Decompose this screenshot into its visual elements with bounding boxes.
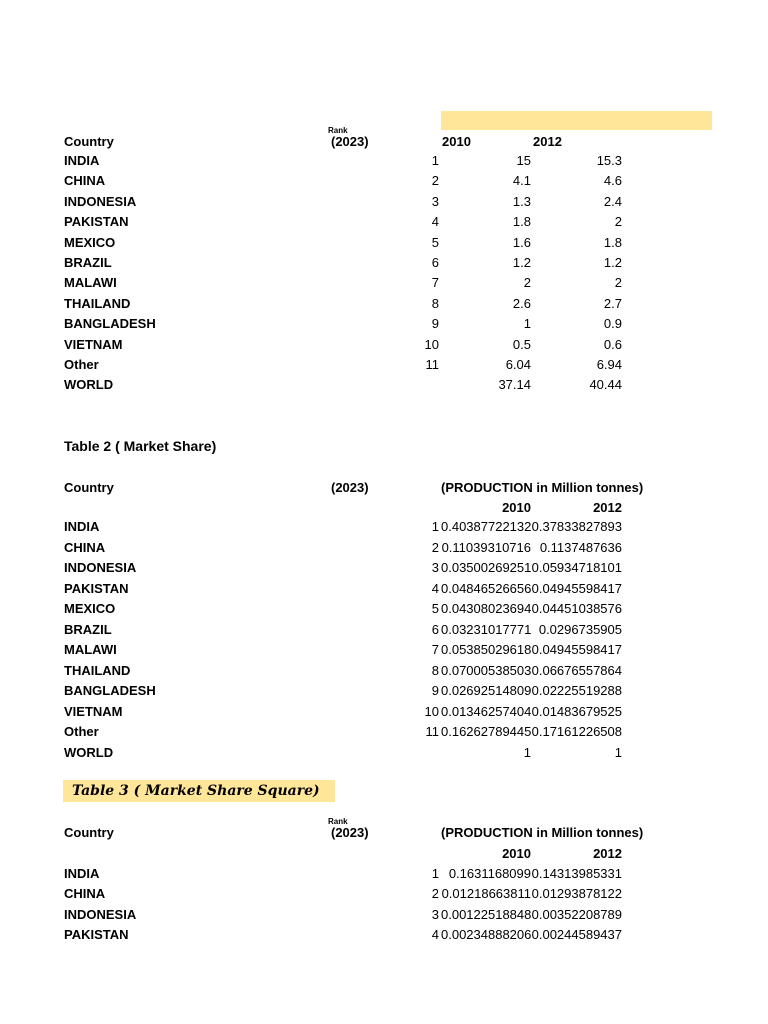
rank-cell: 7 xyxy=(431,275,439,291)
value-2010-cell: 6.04 xyxy=(505,357,531,372)
value-2012-cell: 40.44 xyxy=(589,377,622,393)
rank-cell: 9 xyxy=(431,316,439,332)
value-2012-cell: 0.06676557864 xyxy=(531,662,622,678)
value-2012-cell: 0.04945598417 xyxy=(531,580,622,596)
value-2010-cell: 1.2 xyxy=(512,255,531,270)
value-2010-cell: 0.40387722132 xyxy=(441,519,532,534)
rank-cell: 1 xyxy=(431,519,439,534)
rank-header: (2023) xyxy=(331,134,369,149)
country-cell: MEXICO xyxy=(64,234,116,250)
value-2010-cell: 0.02692514809 xyxy=(441,683,532,698)
country-cell: VIETNAM xyxy=(64,703,123,719)
value-2010-cell: 4.1 xyxy=(512,173,531,189)
value-2010-cell: 0.03231017771 xyxy=(441,621,532,637)
value-2010-cell: 0.16262789445 xyxy=(441,724,532,739)
rank-cell: 10 xyxy=(424,336,439,352)
value-2012-cell: 15.3 xyxy=(596,153,622,168)
year-2012-header: 2012 xyxy=(593,846,622,861)
value-2012-cell: 0.37833827893 xyxy=(531,519,622,534)
year-2010-header: 2010 xyxy=(502,846,531,861)
rank-cell: 4 xyxy=(431,214,439,230)
value-2012-cell: 0.9 xyxy=(603,316,622,332)
country-cell: Other xyxy=(64,357,99,372)
value-2010-cell: 1 xyxy=(523,316,531,332)
country-cell: WORLD xyxy=(64,377,114,393)
rank-cell: 2 xyxy=(431,539,439,555)
value-2010-cell: 1.3 xyxy=(512,193,531,209)
rank-cell: 5 xyxy=(431,601,439,616)
value-2010-cell: 0.00234888206 xyxy=(441,927,532,943)
country-cell: THAILAND xyxy=(64,662,131,678)
rank-cell: 9 xyxy=(431,683,439,698)
country-cell: INDIA xyxy=(64,153,100,168)
country-cell: MALAWI xyxy=(64,275,117,291)
rank-cell: 3 xyxy=(431,560,439,575)
production-header: (PRODUCTION in Million tonnes) xyxy=(441,480,644,495)
value-2010-cell: 1.6 xyxy=(512,234,531,250)
value-2010-cell: 0.1631168099 xyxy=(448,866,531,881)
rank-cell: 11 xyxy=(425,357,439,372)
value-2010-cell: 2 xyxy=(523,275,531,291)
value-2012-cell: 2 xyxy=(614,275,622,291)
value-2012-cell: 2.7 xyxy=(603,295,622,311)
country-cell: WORLD xyxy=(64,744,114,760)
value-2010-cell: 0.05385029618 xyxy=(441,642,532,657)
value-2012-cell: 0.04451038576 xyxy=(531,601,622,616)
value-2012-cell: 2.4 xyxy=(603,193,622,209)
rank-cell: 2 xyxy=(431,886,439,902)
rank-header: (2023) xyxy=(331,480,369,495)
value-2010-cell: 0.07000538503 xyxy=(441,662,532,678)
country-cell: INDIA xyxy=(64,519,100,534)
year-2012-header: 2012 xyxy=(593,500,622,515)
value-2012-cell: 0.04945598417 xyxy=(531,642,622,657)
country-cell: MEXICO xyxy=(64,601,116,616)
value-2010-cell: 0.03500269251 xyxy=(441,560,532,575)
rank-header: (2023) xyxy=(331,825,369,840)
rank-cell: 4 xyxy=(431,927,439,943)
year-2010-header: 2010 xyxy=(442,134,471,149)
rank-cell: 5 xyxy=(431,234,439,250)
rank-cell: 8 xyxy=(431,662,439,678)
value-2012-cell: 1.2 xyxy=(603,255,622,270)
country-cell: BANGLADESH xyxy=(64,683,156,698)
country-cell: CHINA xyxy=(64,539,106,555)
country-header: Country xyxy=(64,134,114,149)
rank-cell: 8 xyxy=(431,295,439,311)
value-2010-cell: 2.6 xyxy=(512,295,531,311)
year-2010-header: 2010 xyxy=(502,500,531,515)
country-cell: PAKISTAN xyxy=(64,214,129,230)
rank-cell: 10 xyxy=(424,703,439,719)
country-cell: INDONESIA xyxy=(64,906,137,922)
value-2010-cell: 15 xyxy=(516,153,531,168)
rank-cell: 1 xyxy=(431,153,439,168)
value-2012-cell: 2 xyxy=(614,214,622,230)
value-2012-cell: 0.00352208789 xyxy=(531,906,622,922)
country-cell: BRAZIL xyxy=(64,255,112,270)
country-cell: VIETNAM xyxy=(64,336,123,352)
country-cell: THAILAND xyxy=(64,295,131,311)
rank-cell: 2 xyxy=(431,173,439,189)
rank-cell: 4 xyxy=(431,580,439,596)
value-2012-cell: 0.01293878122 xyxy=(531,886,622,902)
value-2010-cell: 0.01218663811 xyxy=(441,886,531,902)
rank-label-cutoff: Rank xyxy=(328,817,348,826)
value-2010-cell: 0.04308023694 xyxy=(441,601,532,616)
value-2010-cell: 0.5 xyxy=(512,336,531,352)
rank-label-cutoff: Rank xyxy=(328,126,348,135)
value-2012-cell: 0.1137487636 xyxy=(539,539,622,555)
year-2012-header: 2012 xyxy=(533,134,562,149)
value-2012-cell: 0.17161226508 xyxy=(531,724,622,739)
country-header: Country xyxy=(64,825,114,840)
value-2012-cell: 0.00244589437 xyxy=(531,927,622,943)
country-header: Country xyxy=(64,480,114,495)
table2-title: Table 2 ( Market Share) xyxy=(64,438,217,454)
value-2010-cell: 37.14 xyxy=(498,377,531,393)
country-cell: CHINA xyxy=(64,886,106,902)
value-2012-cell: 4.6 xyxy=(603,173,622,189)
rank-cell: 1 xyxy=(431,866,439,881)
value-2010-cell: 1.8 xyxy=(512,214,531,230)
header-highlight-band xyxy=(441,111,712,130)
value-2010-cell: 0.11039310716 xyxy=(441,539,531,555)
country-cell: INDONESIA xyxy=(64,560,137,575)
value-2012-cell: 1 xyxy=(614,744,622,760)
rank-cell: 11 xyxy=(425,724,439,739)
country-cell: CHINA xyxy=(64,173,106,189)
production-header: (PRODUCTION in Million tonnes) xyxy=(441,825,644,840)
rank-cell: 6 xyxy=(431,621,439,637)
value-2010-cell: 1 xyxy=(523,744,531,760)
country-cell: BRAZIL xyxy=(64,621,112,637)
country-cell: PAKISTAN xyxy=(64,927,129,943)
value-2012-cell: 0.14313985331 xyxy=(531,866,622,881)
value-2010-cell: 0.04846526656 xyxy=(441,580,532,596)
value-2012-cell: 0.0296735905 xyxy=(538,621,622,637)
country-cell: Other xyxy=(64,724,99,739)
value-2012-cell: 0.6 xyxy=(603,336,622,352)
rank-cell: 3 xyxy=(431,906,439,922)
value-2010-cell: 0.01346257404 xyxy=(441,703,532,719)
value-2012-cell: 0.05934718101 xyxy=(531,560,622,575)
country-cell: INDONESIA xyxy=(64,193,137,209)
rank-cell: 7 xyxy=(431,642,439,657)
country-cell: PAKISTAN xyxy=(64,580,129,596)
country-cell: INDIA xyxy=(64,866,100,881)
rank-cell: 3 xyxy=(431,193,439,209)
value-2012-cell: 6.94 xyxy=(596,357,622,372)
country-cell: BANGLADESH xyxy=(64,316,156,332)
value-2012-cell: 1.8 xyxy=(603,234,622,250)
country-cell: MALAWI xyxy=(64,642,117,657)
table3-title: Table 3 ( Market Share Square) xyxy=(63,780,335,802)
value-2010-cell: 0.00122518848 xyxy=(441,906,532,922)
rank-cell: 6 xyxy=(431,255,439,270)
value-2012-cell: 0.01483679525 xyxy=(531,703,622,719)
value-2012-cell: 0.02225519288 xyxy=(531,683,622,698)
